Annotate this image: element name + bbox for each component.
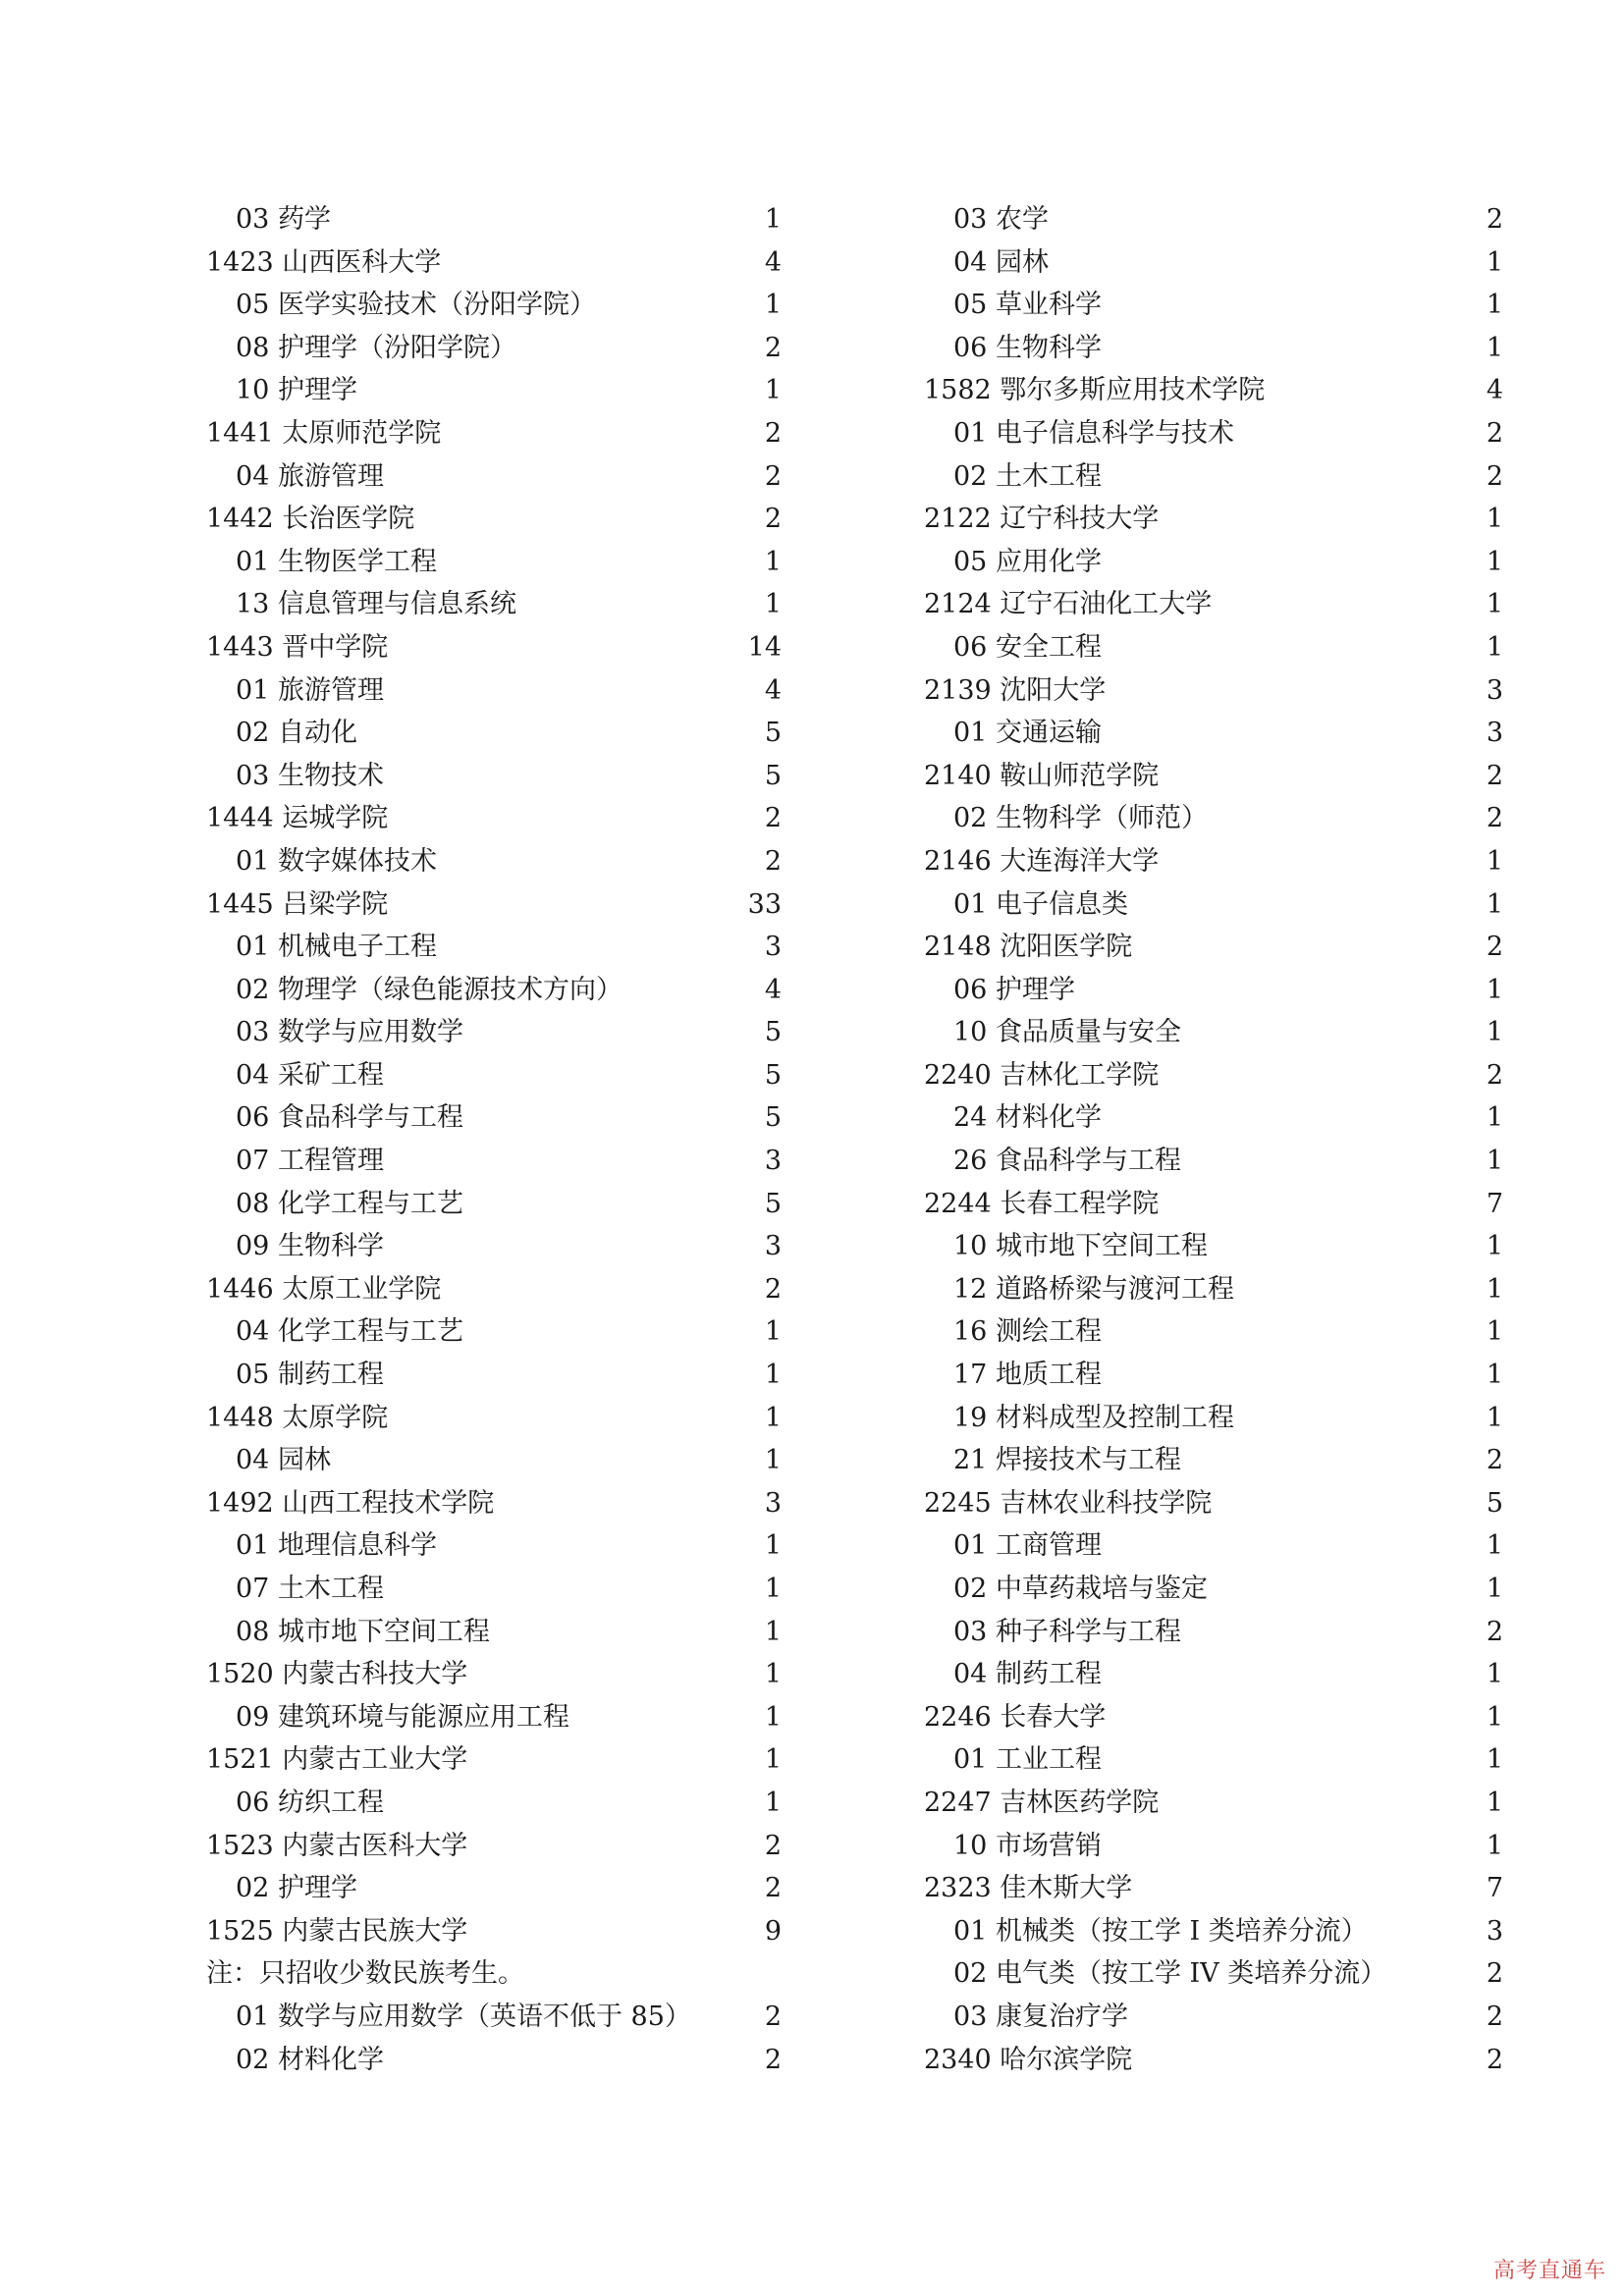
left-column [206, 198, 782, 2081]
major-name: 02 物理学（绿色能源技术方向） [236, 974, 623, 1005]
school-name: 1441 太原师范学院 [206, 417, 442, 449]
school-row [206, 883, 782, 927]
major-name: 01 机械电子工程 [236, 932, 437, 963]
major-name: 03 生物技术 [236, 760, 384, 791]
school-row [206, 1825, 782, 1868]
major-name: 03 农学 [953, 204, 1049, 235]
quota-count: 5 [764, 1102, 782, 1134]
quota-count: 2 [764, 1830, 782, 1861]
major-row [206, 1054, 782, 1097]
major-row [924, 969, 1503, 1012]
school-row [206, 241, 782, 285]
quota-count: 1 [1486, 290, 1503, 321]
major-name: 01 交通运输 [953, 718, 1102, 749]
major-row [924, 327, 1503, 370]
school-name: 1444 运城学院 [206, 803, 389, 834]
major-row [206, 541, 782, 584]
quota-count: 5 [764, 718, 782, 749]
school-row [206, 1910, 782, 1953]
quota-count: 2 [1486, 1059, 1503, 1091]
school-name: 2245 吉林农业科技学院 [924, 1487, 1213, 1519]
school-name: 2140 鞍山师范学院 [924, 760, 1160, 791]
major-name: 09 生物科学 [236, 1231, 384, 1262]
school-name: 1525 内蒙古民族大学 [206, 1915, 468, 1947]
major-name: 08 护理学（汾阳学院） [236, 332, 516, 363]
major-name: 09 建筑环境与能源应用工程 [236, 1701, 569, 1733]
quota-count: 3 [764, 932, 782, 963]
major-row [206, 327, 782, 370]
major-name: 17 地质工程 [953, 1360, 1102, 1391]
quota-count: 1 [1486, 1146, 1503, 1177]
school-row [206, 1482, 782, 1525]
school-name: 1443 晋中学院 [206, 631, 389, 663]
major-name: 01 电子信息科学与技术 [953, 417, 1234, 449]
major-name: 04 采矿工程 [236, 1059, 384, 1091]
major-name: 26 食品科学与工程 [953, 1146, 1181, 1177]
quota-count: 1 [1486, 845, 1503, 877]
major-name: 02 生物科学（师范） [953, 803, 1208, 834]
major-row [206, 1782, 782, 1825]
major-row [206, 2039, 782, 2082]
quota-count: 1 [1486, 1017, 1503, 1048]
quota-count: 1 [764, 1445, 782, 1476]
major-name: 05 制药工程 [236, 1360, 384, 1391]
quota-count: 7 [1486, 1873, 1503, 1904]
quota-count: 3 [1486, 718, 1503, 749]
major-name: 02 中草药栽培与鉴定 [953, 1574, 1208, 1604]
school-row [206, 1738, 782, 1782]
quota-count: 3 [764, 1146, 782, 1177]
major-row [924, 1268, 1503, 1311]
school-row [924, 2039, 1503, 2082]
quota-count: 1 [1486, 1744, 1503, 1776]
quota-count: 1 [764, 1316, 782, 1348]
major-row [206, 969, 782, 1012]
major-row [206, 669, 782, 713]
quota-count: 1 [764, 1402, 782, 1433]
major-row [206, 840, 782, 883]
quota-count: 1 [1486, 1787, 1503, 1818]
quota-count: 2 [1486, 2044, 1503, 2075]
quota-count: 14 [747, 631, 782, 663]
major-row [924, 1439, 1503, 1482]
major-row [206, 1867, 782, 1910]
major-name: 07 土木工程 [236, 1574, 384, 1604]
school-name: 1582 鄂尔多斯应用技术学院 [924, 375, 1266, 406]
major-name: 02 材料化学 [236, 2044, 384, 2075]
major-row [924, 1996, 1503, 2039]
quota-count: 1 [1486, 888, 1503, 920]
major-row [924, 1524, 1503, 1568]
major-row [924, 883, 1503, 927]
major-name: 08 化学工程与工艺 [236, 1188, 463, 1219]
quota-count: 2 [764, 504, 782, 535]
major-row [924, 455, 1503, 499]
school-row [924, 926, 1503, 969]
major-row [924, 1825, 1503, 1868]
major-row [924, 541, 1503, 584]
major-row [206, 712, 782, 755]
major-name: 10 市场营销 [953, 1830, 1102, 1861]
school-name: 2244 长春工程学院 [924, 1188, 1160, 1219]
major-row [206, 1354, 782, 1397]
quota-count: 1 [764, 1360, 782, 1391]
school-name: 1520 内蒙古科技大学 [206, 1659, 468, 1690]
major-name: 01 工业工程 [953, 1744, 1102, 1776]
school-name: 1492 山西工程技术学院 [206, 1487, 495, 1519]
quota-count: 1 [764, 1616, 782, 1647]
major-row [206, 583, 782, 626]
school-row [924, 1183, 1503, 1226]
major-name: 10 城市地下空间工程 [953, 1231, 1208, 1262]
quota-count: 5 [1486, 1487, 1503, 1519]
major-row [206, 1524, 782, 1568]
quota-count: 1 [1486, 1231, 1503, 1262]
quota-count: 1 [764, 589, 782, 620]
school-name: 1446 太原工业学院 [206, 1273, 442, 1305]
major-name: 05 应用化学 [953, 546, 1102, 577]
major-row [206, 755, 782, 798]
quota-count: 1 [1486, 631, 1503, 663]
major-name: 06 护理学 [953, 974, 1075, 1005]
major-row [924, 1738, 1503, 1782]
major-row [206, 284, 782, 327]
school-name: 2246 长春大学 [924, 1701, 1107, 1733]
major-name: 04 园林 [236, 1445, 331, 1476]
quota-count: 4 [764, 974, 782, 1005]
school-row [924, 669, 1503, 713]
major-row [206, 1996, 782, 2039]
quota-count: 1 [1486, 246, 1503, 278]
quota-count: 2 [1486, 2001, 1503, 2032]
major-name: 10 护理学 [236, 375, 357, 406]
school-row [206, 498, 782, 541]
major-row [924, 1140, 1503, 1183]
major-row [924, 1096, 1503, 1140]
quota-count: 1 [1486, 1659, 1503, 1690]
major-name: 13 信息管理与信息系统 [236, 589, 516, 620]
major-row [924, 1910, 1503, 1953]
major-name: 07 工程管理 [236, 1146, 384, 1177]
major-row [206, 1310, 782, 1354]
quota-count: 2 [1486, 1958, 1503, 1990]
school-row [206, 1397, 782, 1440]
quota-count: 1 [764, 1659, 782, 1690]
school-row [206, 1268, 782, 1311]
quota-count: 2 [1486, 460, 1503, 492]
major-row [924, 797, 1503, 840]
note-row [206, 1952, 782, 1996]
quota-count: 5 [764, 1017, 782, 1048]
quota-count: 2 [764, 460, 782, 492]
major-row [924, 1653, 1503, 1696]
major-name: 06 安全工程 [953, 631, 1102, 663]
major-row [924, 1011, 1503, 1054]
major-row [924, 712, 1503, 755]
major-name: 04 旅游管理 [236, 460, 384, 492]
school-row [924, 755, 1503, 798]
quota-count: 5 [764, 760, 782, 791]
quota-count: 1 [1486, 546, 1503, 577]
quota-count: 4 [764, 674, 782, 706]
note-text: 注：只招收少数民族考生。 [206, 1958, 524, 1990]
major-row [206, 1568, 782, 1611]
major-row [206, 1225, 782, 1268]
major-name: 01 数字媒体技术 [236, 845, 437, 877]
major-row [206, 926, 782, 969]
school-row [924, 1054, 1503, 1097]
quota-count: 3 [1486, 1915, 1503, 1947]
major-name: 01 工商管理 [953, 1530, 1102, 1562]
quota-count: 2 [764, 1273, 782, 1305]
school-row [206, 1653, 782, 1696]
major-name: 02 自动化 [236, 718, 357, 749]
quota-count: 2 [1486, 204, 1503, 235]
major-row [924, 412, 1503, 455]
major-row [924, 284, 1503, 327]
major-name: 03 数学与应用数学 [236, 1017, 463, 1048]
major-row [924, 1397, 1503, 1440]
major-row [206, 1439, 782, 1482]
school-name: 2122 辽宁科技大学 [924, 504, 1160, 535]
major-name: 24 材料化学 [953, 1102, 1102, 1134]
school-row [924, 1867, 1503, 1910]
major-row [924, 241, 1503, 285]
quota-count: 2 [1486, 803, 1503, 834]
school-row [924, 583, 1503, 626]
major-row [206, 369, 782, 412]
major-row [206, 1696, 782, 1739]
quota-count: 1 [764, 1787, 782, 1818]
school-name: 1423 山西医科大学 [206, 246, 442, 278]
quota-count: 1 [764, 1744, 782, 1776]
quota-count: 2 [764, 417, 782, 449]
school-name: 2124 辽宁石油化工大学 [924, 589, 1213, 620]
school-row [924, 1782, 1503, 1825]
quota-count: 1 [1486, 1530, 1503, 1562]
school-name: 2240 吉林化工学院 [924, 1059, 1160, 1091]
school-name: 1448 太原学院 [206, 1402, 389, 1433]
quota-count: 1 [1486, 1574, 1503, 1604]
school-name: 2323 佳木斯大学 [924, 1873, 1133, 1904]
quota-count: 5 [764, 1188, 782, 1219]
major-row [206, 1011, 782, 1054]
quota-count: 7 [1486, 1188, 1503, 1219]
quota-count: 1 [1486, 1273, 1503, 1305]
major-name: 06 纺织工程 [236, 1787, 384, 1818]
major-name: 08 城市地下空间工程 [236, 1616, 490, 1647]
quota-count: 2 [764, 2001, 782, 2032]
major-name: 01 生物医学工程 [236, 546, 437, 577]
school-name: 1445 吕梁学院 [206, 888, 389, 920]
quota-count: 1 [1486, 1701, 1503, 1733]
quota-count: 2 [764, 803, 782, 834]
quota-count: 2 [764, 2044, 782, 2075]
quota-count: 2 [1486, 760, 1503, 791]
major-row [206, 198, 782, 241]
school-name: 2340 哈尔滨学院 [924, 2044, 1133, 2075]
major-name: 01 旅游管理 [236, 674, 384, 706]
major-name: 02 电气类（按工学 IV 类培养分流） [953, 1958, 1387, 1990]
major-name: 21 焊接技术与工程 [953, 1445, 1181, 1476]
major-name: 02 土木工程 [953, 460, 1102, 492]
school-name: 2146 大连海洋大学 [924, 845, 1160, 877]
major-name: 02 护理学 [236, 1873, 357, 1904]
quota-count: 1 [1486, 1102, 1503, 1134]
school-name: 2139 沈阳大学 [924, 674, 1107, 706]
quota-count: 1 [1486, 1360, 1503, 1391]
major-row [924, 626, 1503, 669]
major-row [924, 1568, 1503, 1611]
major-row [206, 1183, 782, 1226]
quota-count: 1 [1486, 974, 1503, 1005]
major-name: 05 草业科学 [953, 290, 1102, 321]
quota-count: 1 [764, 290, 782, 321]
major-name: 01 电子信息类 [953, 888, 1128, 920]
quota-count: 3 [764, 1231, 782, 1262]
major-row [924, 1354, 1503, 1397]
school-row [206, 797, 782, 840]
school-row [924, 498, 1503, 541]
quota-count: 1 [764, 1574, 782, 1604]
major-name: 03 药学 [236, 204, 331, 235]
major-row [924, 1952, 1503, 1996]
quota-count: 1 [764, 1530, 782, 1562]
quota-count: 2 [764, 332, 782, 363]
school-row [206, 626, 782, 669]
major-row [206, 1140, 782, 1183]
quota-count: 4 [764, 246, 782, 278]
quota-count: 1 [764, 546, 782, 577]
quota-count: 2 [764, 845, 782, 877]
major-name: 19 材料成型及控制工程 [953, 1402, 1234, 1433]
quota-count: 1 [764, 375, 782, 406]
quota-count: 2 [1486, 1616, 1503, 1647]
major-name: 01 机械类（按工学 I 类培养分流） [953, 1915, 1368, 1947]
major-row [206, 1096, 782, 1140]
major-name: 10 食品质量与安全 [953, 1017, 1181, 1048]
major-row [924, 1310, 1503, 1354]
major-name: 04 园林 [953, 246, 1049, 278]
quota-count: 1 [1486, 589, 1503, 620]
quota-count: 33 [747, 888, 782, 920]
school-row [924, 369, 1503, 412]
school-row [924, 840, 1503, 883]
school-row [924, 1696, 1503, 1739]
school-name: 1523 内蒙古医科大学 [206, 1830, 468, 1861]
quota-count: 1 [764, 1701, 782, 1733]
major-name: 01 地理信息科学 [236, 1530, 437, 1562]
school-name: 2247 吉林医药学院 [924, 1787, 1160, 1818]
major-row [924, 198, 1503, 241]
major-name: 05 医学实验技术（汾阳学院） [236, 290, 596, 321]
quota-count: 1 [1486, 1402, 1503, 1433]
school-row [206, 412, 782, 455]
major-row [924, 1611, 1503, 1654]
major-name: 04 制药工程 [953, 1659, 1102, 1690]
major-name: 06 食品科学与工程 [236, 1102, 463, 1134]
school-name: 1442 长治医学院 [206, 504, 415, 535]
quota-count: 2 [1486, 417, 1503, 449]
major-row [206, 455, 782, 499]
quota-count: 2 [764, 1873, 782, 1904]
major-name: 03 种子科学与工程 [953, 1616, 1181, 1647]
quota-count: 4 [1486, 375, 1503, 406]
major-row [206, 1611, 782, 1654]
school-name: 1521 内蒙古工业大学 [206, 1744, 468, 1776]
quota-count: 1 [1486, 332, 1503, 363]
watermark: 高考直通车 [1492, 2259, 1606, 2283]
major-name: 06 生物科学 [953, 332, 1102, 363]
quota-count: 1 [1486, 1830, 1503, 1861]
major-name: 03 康复治疗学 [953, 2001, 1128, 2032]
major-name: 12 道路桥梁与渡河工程 [953, 1273, 1234, 1305]
quota-count: 1 [764, 204, 782, 235]
quota-count: 1 [1486, 1316, 1503, 1348]
major-name: 01 数学与应用数学（英语不低于 85） [236, 2001, 691, 2032]
quota-count: 3 [764, 1487, 782, 1519]
school-row [924, 1482, 1503, 1525]
quota-count: 2 [1486, 1445, 1503, 1476]
quota-count: 3 [1486, 674, 1503, 706]
school-name: 2148 沈阳医学院 [924, 932, 1133, 963]
quota-count: 2 [1486, 932, 1503, 963]
major-name: 04 化学工程与工艺 [236, 1316, 463, 1348]
right-column [924, 198, 1503, 2081]
major-name: 16 测绘工程 [953, 1316, 1102, 1348]
quota-count: 5 [764, 1059, 782, 1091]
quota-count: 1 [1486, 504, 1503, 535]
quota-count: 9 [764, 1915, 782, 1947]
major-row [924, 1225, 1503, 1268]
